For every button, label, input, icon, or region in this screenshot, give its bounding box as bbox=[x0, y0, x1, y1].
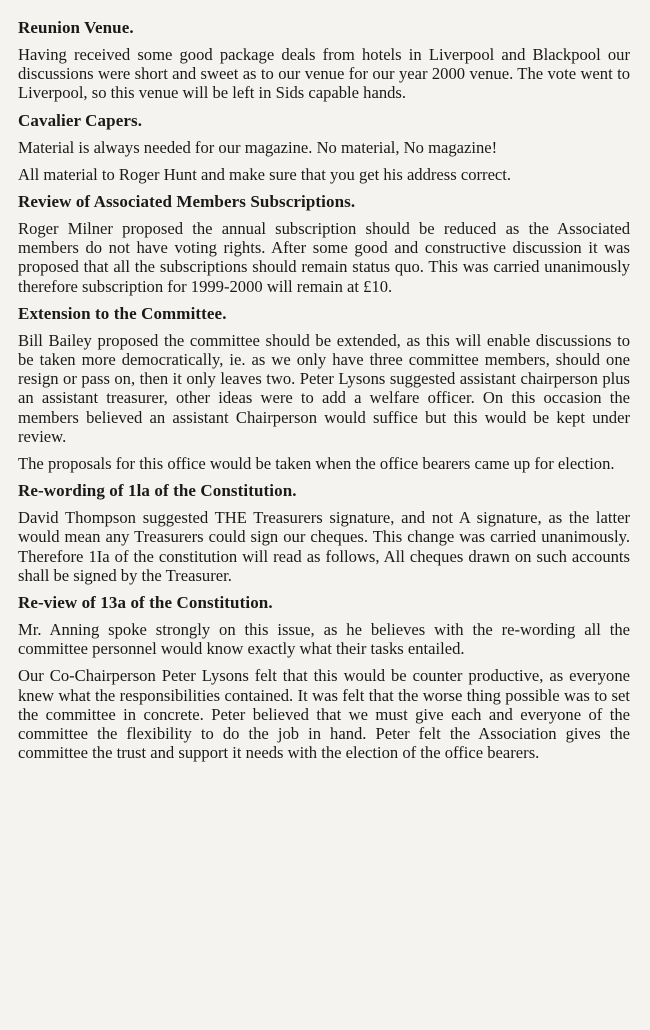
paragraph: The proposals for this office would be taken when the office bearers came up for election. bbox=[18, 454, 615, 474]
paragraph: Material is always needed for our magazine. No material, No magazine! bbox=[18, 137, 498, 157]
paragraph: Having received some good package deals from hotels in Liverpool and Blackpool our discussions were short and sweet as to our venue for our year 2000 venue. The vote went to Liverpool, so this venue will be left in Sids capable hands. bbox=[18, 45, 630, 103]
section-heading: Cavalier Capers. bbox=[18, 110, 143, 130]
paragraph: All material to Roger Hunt and make sure that you get his address correct. bbox=[18, 164, 512, 184]
paragraph: David Thompson suggested THE Treasurers signature, and not A signature, as the latter would mean any Treasurers could sign our cheques. This change was carried unanimously. Therefore 1Ia of the constitution will read as follows, All cheques drawn on such accounts shall be signed by the Treasurer. bbox=[18, 508, 630, 585]
section-heading: Re-view of 13a of the Constitution. bbox=[18, 593, 273, 613]
paragraph: Roger Milner proposed the annual subscription should be reduced as the Associated members do not have voting rights. After some good and constructive discussion it was proposed that all the subscriptions should remain status quo. This was carried unanimously therefore subscription for 1999-2000 will remain at £10. bbox=[18, 219, 630, 296]
section-review-13a bbox=[18, 593, 630, 762]
section-heading: Extension to the Committee. bbox=[18, 303, 227, 323]
section-committee-extension bbox=[18, 304, 630, 473]
section-heading: Re-wording of 1la of the Constitution. bbox=[18, 481, 297, 501]
section-associated-subscriptions bbox=[18, 192, 630, 296]
section-cavalier-capers bbox=[18, 111, 630, 184]
section-rewording-11a bbox=[18, 481, 630, 585]
section-reunion-venue bbox=[18, 18, 630, 103]
paragraph: Bill Bailey proposed the committee should be extended, as this will enable discussions to be taken more democratically, ie. as we only have three committee members, should one resign or pass on, then it only leaves two. Peter Lysons suggested assistant chairperson plus an assistant treasurer, other ideas were to add a welfare officer. On this occasion the members believed an assistant Chairperson would suffice but this would be kept under review. bbox=[18, 330, 630, 446]
section-heading: Review of Associated Members Subscriptions. bbox=[18, 192, 356, 212]
paragraph: Our Co-Chairperson Peter Lysons felt that this would be counter productive, as everyone knew what the responsibilities contained. It was felt that the worse thing possible was to set the committee in concrete. Peter believed that we must give each and everyone of the committee the flexibility to do the job in hand. Peter felt the Association gives the committee the trust and support it needs with the election of the office bearers. bbox=[18, 666, 630, 763]
section-heading: Reunion Venue. bbox=[18, 18, 134, 37]
paragraph: Mr. Anning spoke strongly on this issue, as he believes with the re-wording all the committee personnel would know exactly what their tasks entailed. bbox=[18, 620, 630, 659]
